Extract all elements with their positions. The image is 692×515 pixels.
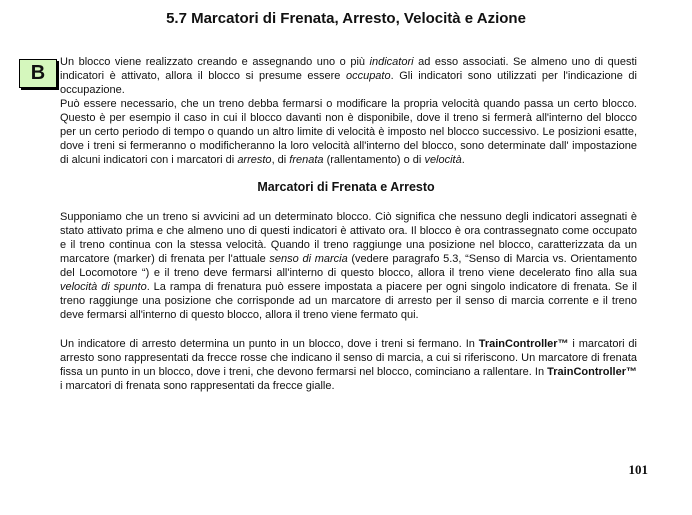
text-run: ad esso associati. Se almeno uno di questi indicatori è attivato, allora il blocco si presume essere (60, 56, 637, 82)
text-run: . (461, 154, 465, 166)
emphasis-senso-di-marcia: senso di marcia (269, 253, 348, 265)
text-run: Può essere necessario, che un treno debba fermarsi o modificare la propria velocità quando passa un certo blocco. Questo è per esempio il caso in cui il blocco davanti non è disponibile, dove il treno si fermerà all'interno del blocco per un certo periodo di tempo o quando un altro limite di velocità è imposto nel blocco successivo. Le posizioni esatte, dove i treni si fermeranno o modificheranno la loro velocità all'interno del blocco, sono determinate dall' impostazione di alcuni indicatori con i marcatori di (60, 98, 637, 166)
product-name: TrainController™ (478, 338, 569, 350)
emphasis-arresto: arresto (237, 154, 272, 166)
text-run: Supponiamo che un treno si avvicini ad un determinato blocco. Ciò significa che nessuno degli indicatori assegnati è stato attivato prima e che almeno uno di questi indicatori è attivato ora. Il blocco è ora contrassegnato come occupato e il treno continua con la stessa velocità. Quando il treno raggiunge una posizione nel blocco, caratterizzata da un marcatore (marker) di frenata per l'attuale (60, 211, 637, 265)
emphasis-velocita-di-spunto: velocità di spunto (60, 281, 147, 293)
product-name: TrainController™ (547, 366, 637, 378)
text-run: Un indicatore di arresto determina un punto in un blocco, dove i treni si fermano. In (60, 338, 479, 350)
emphasis-occupato: occupato (345, 70, 391, 82)
text-run: i marcatori di frenata sono rappresentati da frecce gialle. (60, 380, 335, 392)
paragraph-marker-representation (60, 337, 637, 393)
text-run: Un blocco viene realizzato creando e assegnando uno o più (60, 56, 370, 68)
page-number: 101 (628, 462, 648, 477)
text-run: (vedere paragrafo 5.3, “Senso di Marcia vs. Orientamento del Locomotore “) e il treno deve fermarsi all'interno di questo blocco, allora il treno viene decelerato fino alla sua (60, 253, 637, 279)
emphasis-velocita: velocità (424, 154, 462, 166)
paragraph-markers-purpose (60, 97, 637, 167)
subsection-title: Marcatori di Frenata e Arresto (257, 180, 435, 194)
text-run: . Gli indicatori sono utilizzati per l'indicazione di occupazione. (60, 70, 637, 96)
text-run: (rallentamento) o di (323, 154, 425, 166)
level-badge: B (19, 59, 57, 88)
paragraph-braking-example (60, 210, 637, 322)
emphasis-indicatori: indicatori (369, 56, 414, 68)
section-title: 5.7 Marcatori di Frenata, Arresto, Velocità e Azione (166, 10, 526, 27)
emphasis-frenata: frenata (289, 154, 324, 166)
text-run: i marcatori di arresto sono rappresentati da frecce rosse che indicano il senso di marcia, a cui si riferiscono. Un marcatore di frenata fissa un punto in un blocco, dove i treni, che devono fermarsi nel blocco, cominciano a rallentare. In (60, 338, 637, 378)
text-run: . La rampa di frenatura può essere impostata a piacere per ogni singolo indicatore di frenata. Se il treno raggiunge una posizione che corrisponde ad un marcatore di arresto per il senso di marcia corrente e il treno deve fermarsi all'interno di questo blocco, allora il treno viene fermato qui. (60, 281, 637, 321)
paragraph-blocks-indicators (60, 55, 637, 97)
text-run: , di (271, 154, 290, 166)
